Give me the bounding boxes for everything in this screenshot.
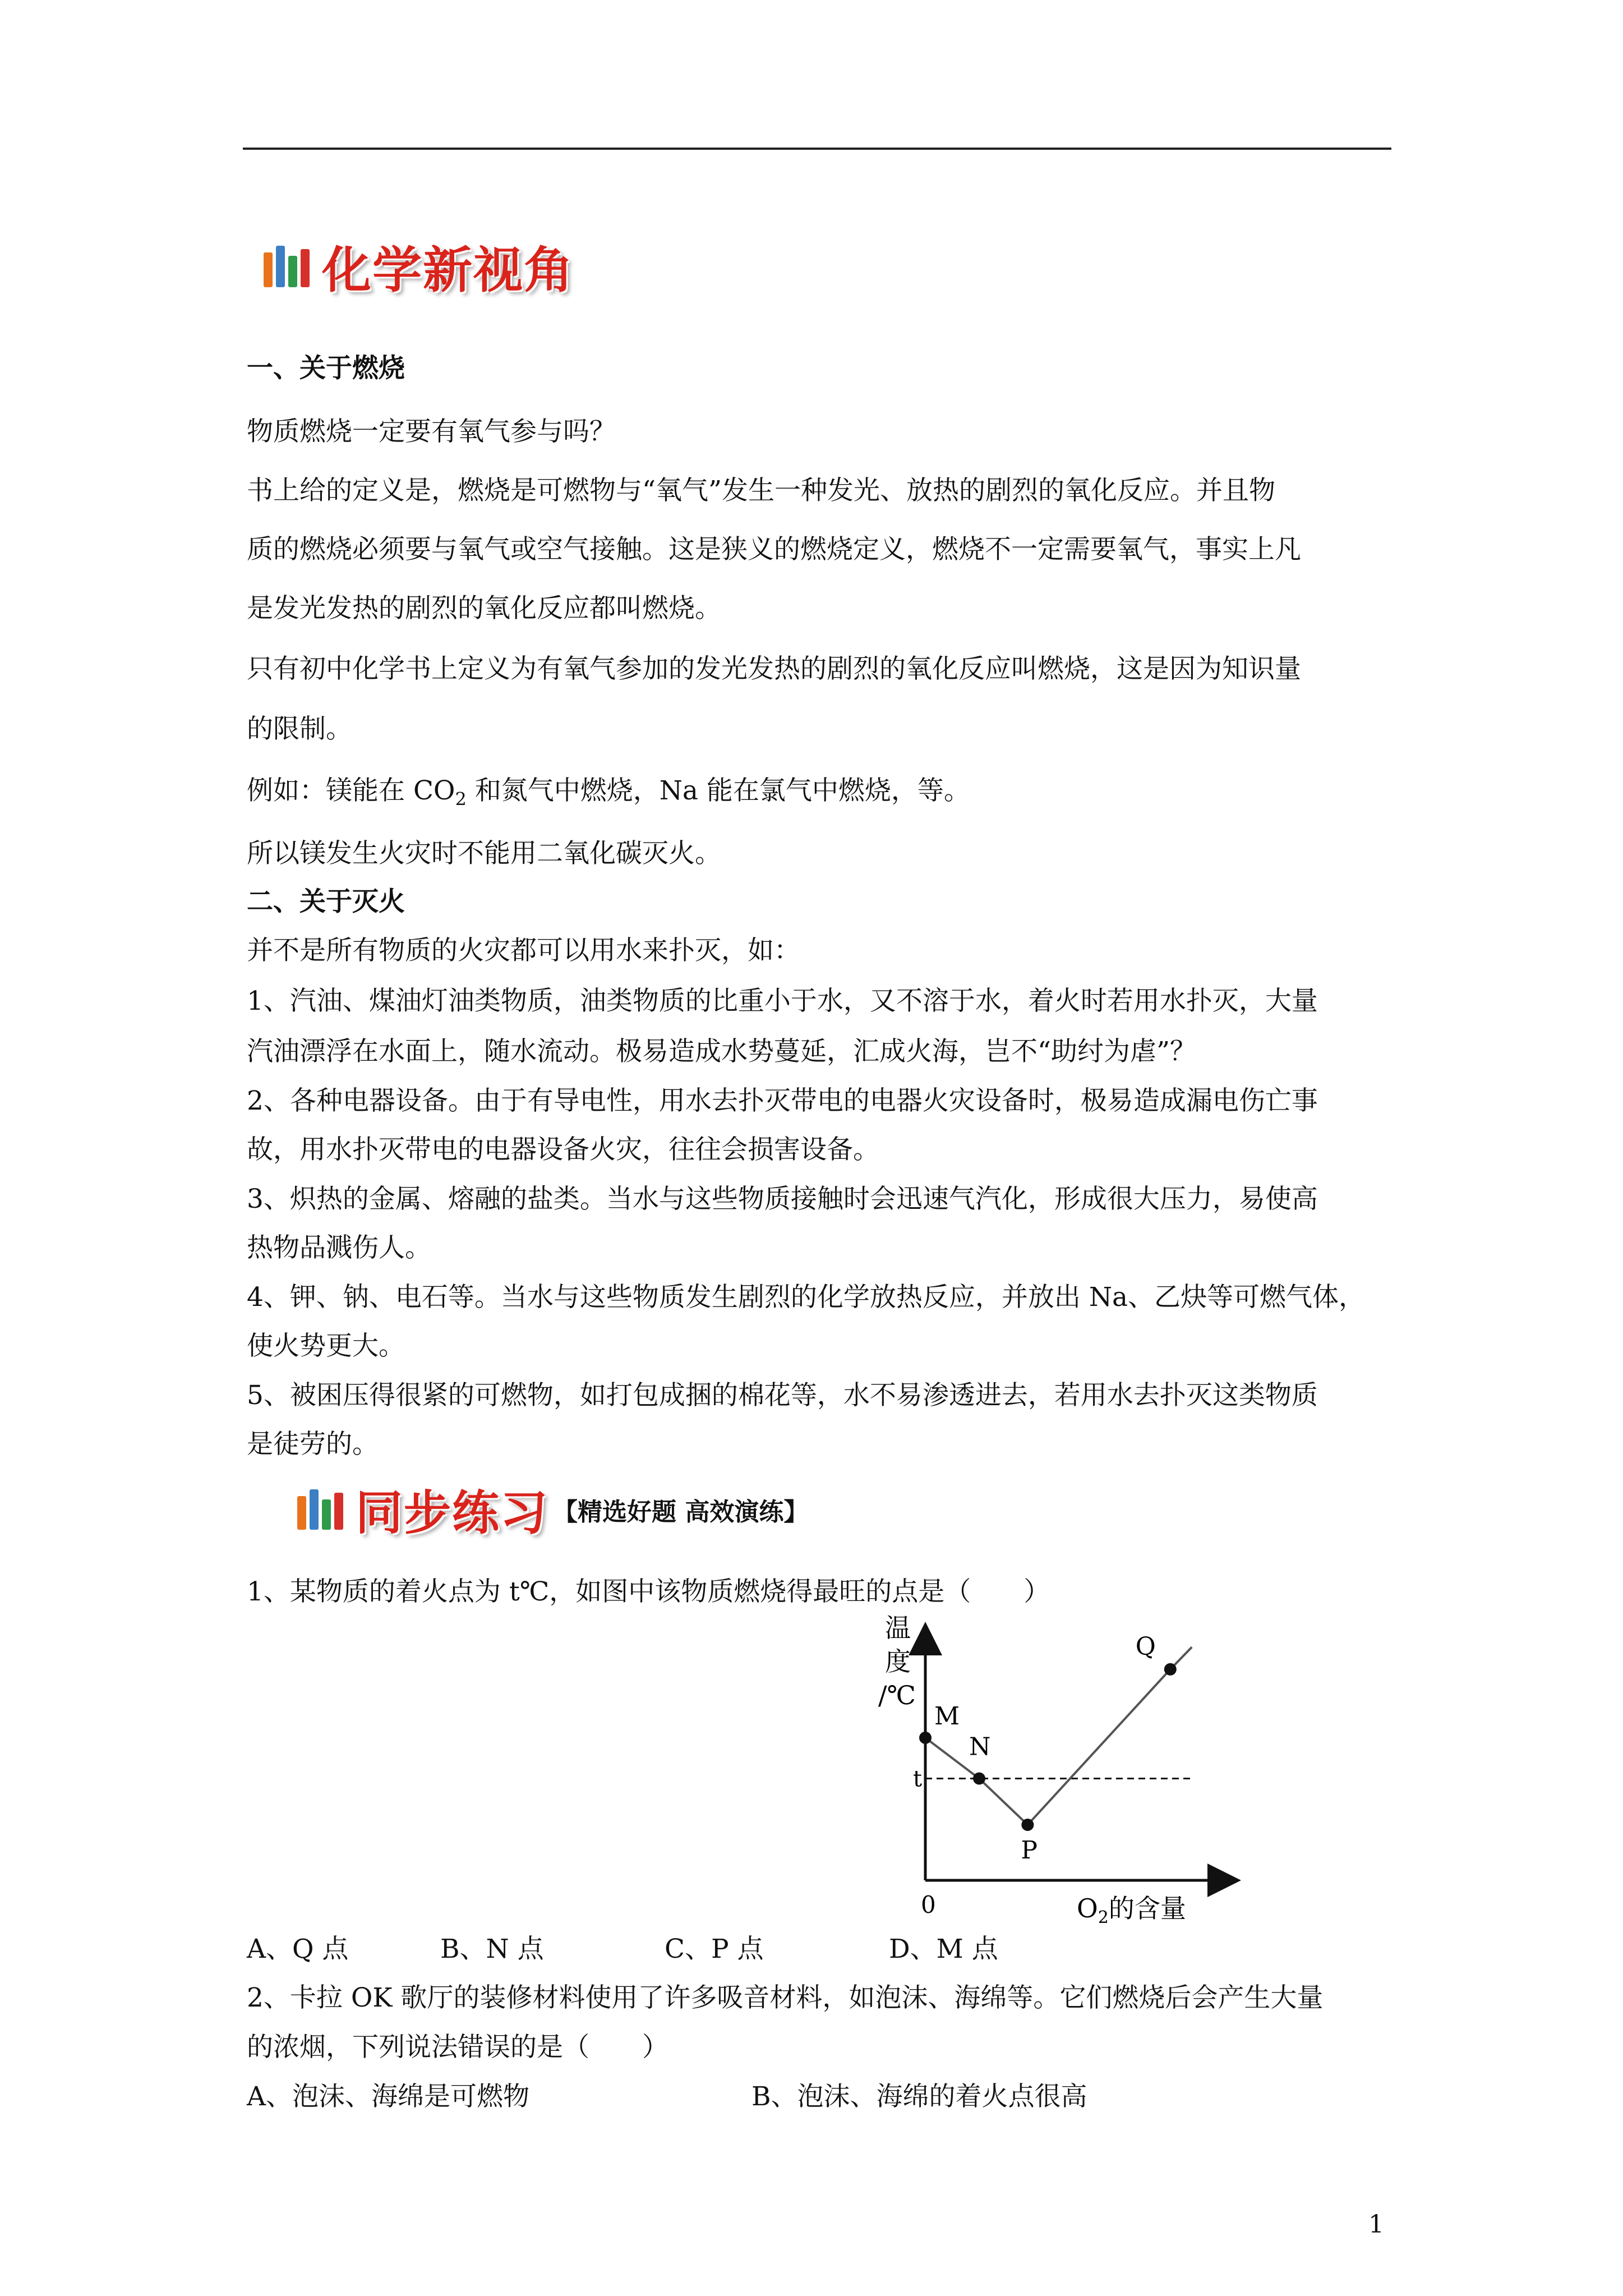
question1-stem: 1、某物质的着火点为 t℃，如图中该物质燃烧得最旺的点是（ ） <box>247 1576 1050 1607</box>
option-b[interactable]: B、N 点 <box>440 1934 544 1964</box>
page-number: 1 <box>1368 2210 1384 2239</box>
banner-title: 化学新视角 <box>322 241 575 299</box>
paragraph-line: 3、炽热的金属、熔融的盐类。当水与这些物质接触时会迅速气汽化，形成很大压力，易使高 <box>247 1184 1318 1214</box>
threshold-label: t <box>913 1766 923 1792</box>
y-axis-label-1: 温 <box>885 1613 911 1643</box>
paragraph-line: 的限制。 <box>247 714 352 744</box>
point-label-n: N <box>969 1732 991 1761</box>
books-icon <box>297 1489 343 1530</box>
point-label-p: P <box>1021 1836 1038 1865</box>
point-label-m: M <box>934 1701 960 1731</box>
y-axis-label-2: 度 <box>885 1646 911 1677</box>
point-p <box>1021 1819 1034 1831</box>
section2-heading: 二、关于灭火 <box>247 886 405 917</box>
paragraph-line: 4、钾、钠、电石等。当水与这些物质发生剧烈的化学放热反应，并放出 Na、乙炔等可燃气体， <box>247 1282 1365 1313</box>
point-q <box>1164 1663 1177 1676</box>
paragraph-line: 并不是所有物质的火灾都可以用水来扑灭，如： <box>247 935 800 966</box>
banner-title: 同步练习 <box>356 1485 549 1540</box>
paragraph-line: 5、被困压得很紧的可燃物，如打包成捆的棉花等，水不易渗透进去，若用水去扑灭这类物质 <box>247 1380 1318 1411</box>
header-rule <box>243 148 1391 150</box>
example-text-rest: 和氮气中燃烧，Na 能在氯气中燃烧，等。 <box>466 775 970 806</box>
banner-chemistry-new-perspective <box>264 231 574 302</box>
x-axis-label <box>1077 1893 1186 1924</box>
example-line <box>247 774 970 816</box>
option-a[interactable]: A、Q 点 <box>247 1934 349 1964</box>
point-n <box>973 1773 985 1785</box>
paragraph-line: 1、汽油、煤油灯油类物质，油类物质的比重小于水，又不溶于水，着火时若用水扑灭，大量 <box>247 986 1318 1016</box>
x-axis-label-rest: 的含量 <box>1108 1893 1186 1924</box>
origin-label: 0 <box>921 1891 936 1918</box>
co2-subscript: 2 <box>455 788 467 810</box>
books-icon <box>264 246 310 287</box>
conclusion-line: 所以镁发生火灾时不能用二氧化碳灭火。 <box>247 838 721 869</box>
paragraph-line: 故，用水扑灭带电的电器设备火灾，往往会损害设备。 <box>247 1134 879 1165</box>
option-d[interactable]: D、M 点 <box>889 1934 998 1964</box>
paragraph-line: 使火势更大。 <box>247 1331 405 1361</box>
example-text: 例如：镁能在 CO <box>247 775 455 806</box>
x-axis-label-main: O <box>1077 1893 1098 1924</box>
paragraph-line: 是发光发热的剧烈的氧化反应都叫燃烧。 <box>247 593 721 624</box>
paragraph-line: 质的燃烧必须要与氧气或空气接触。这是狭义的燃烧定义，燃烧不一定需要氧气，事实上凡 <box>247 534 1301 565</box>
point-m <box>919 1732 932 1744</box>
temperature-oxygen-chart <box>858 1610 1251 1924</box>
option-b[interactable]: B、泡沫、海绵的着火点很高 <box>751 2081 1087 2112</box>
question2-stem-line: 的浓烟，下列说法错误的是（ ） <box>247 2032 668 2063</box>
paragraph-line: 只有初中化学书上定义为有氧气参加的发光发热的剧烈的氧化反应叫燃烧，这是因为知识量 <box>247 654 1301 684</box>
paragraph-line: 书上给的定义是，燃烧是可燃物与“氧气”发生一种发光、放热的剧烈的氧化反应。并且物 <box>247 475 1276 506</box>
paragraph-line: 2、各种电器设备。由于有导电性，用水去扑灭带电的电器火灾设备时，极易造成漏电伤亡事 <box>247 1085 1318 1116</box>
data-line <box>925 1647 1192 1825</box>
banner-sync-practice <box>297 1475 808 1543</box>
option-c[interactable]: C、P 点 <box>665 1934 764 1964</box>
option-a[interactable]: A、泡沫、海绵是可燃物 <box>247 2081 529 2112</box>
paragraph-line: 物质燃烧一定要有氧气参与吗？ <box>247 416 616 447</box>
question2-stem-line: 2、卡拉 OK 歌厅的装修材料使用了许多吸音材料，如泡沫、海绵等。它们燃烧后会产生大量 <box>247 1982 1324 2013</box>
section1-heading: 一、关于燃烧 <box>247 353 405 384</box>
paragraph-line: 是徒劳的。 <box>247 1429 379 1460</box>
y-axis-label-3: /℃ <box>878 1680 916 1710</box>
paragraph-line: 热物品溅伤人。 <box>247 1232 431 1263</box>
data-points <box>919 1632 1177 1865</box>
banner-subtitle: 【精选好题 高效演练】 <box>553 1497 809 1526</box>
paragraph-line: 汽油漂浮在水面上，随水流动。极易造成水势蔓延，汇成火海，岂不“助纣为虐”？ <box>247 1036 1197 1067</box>
x-axis-label-sub: 2 <box>1098 1908 1109 1924</box>
point-label-q: Q <box>1135 1632 1156 1661</box>
